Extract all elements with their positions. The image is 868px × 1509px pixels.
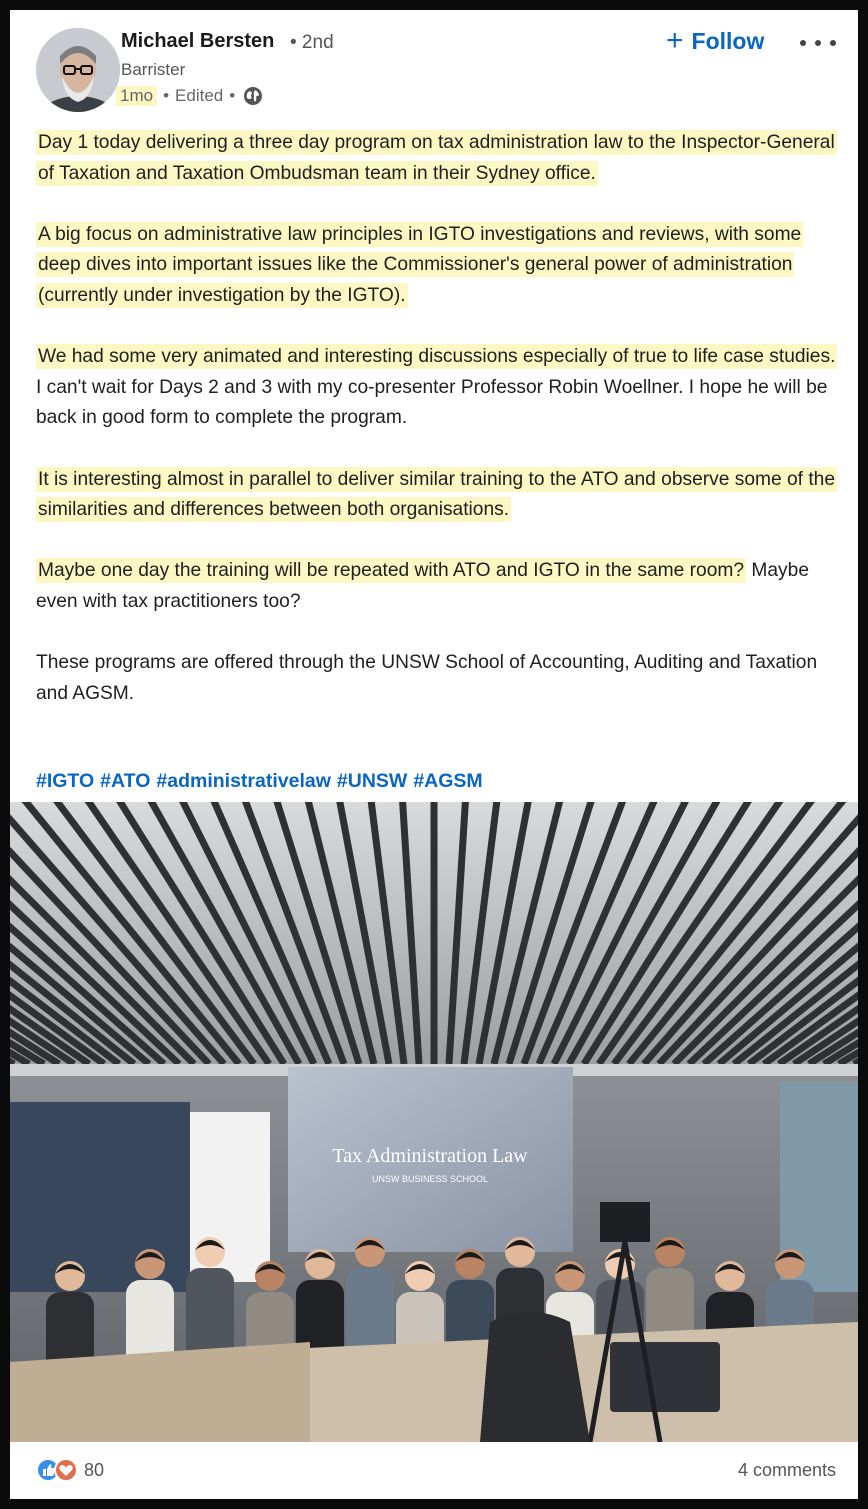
highlighted-text: A big focus on administrative law principles in IGTO investigations and reviews, with some deep dives into important issues like the Commissioner's general power of administration (currently under investigation by the IGTO). [38, 223, 802, 306]
post-time: 1mo [116, 86, 157, 106]
hashtag-link[interactable]: #IGTO [36, 770, 95, 792]
comments-link[interactable]: 4 comments [737, 1460, 836, 1480]
post-body [36, 128, 846, 709]
hashtag-list [36, 770, 483, 793]
post-paragraph [36, 556, 846, 617]
separator-dot: • [229, 86, 236, 105]
author-avatar[interactable] [36, 28, 120, 112]
hashtag-link[interactable]: #AGSM [413, 770, 483, 792]
paragraph-text: Maybe even with tax practitioners too? [36, 560, 809, 612]
post-paragraph [36, 342, 846, 434]
author-name[interactable]: Michael Bersten [121, 30, 275, 52]
love-icon [55, 1459, 77, 1481]
highlighted-text: It is interesting almost in parallel to deliver similar training to the ATO and observe some of the similarities and differences between both organisations. [38, 468, 836, 521]
paragraph-text: These programs are offered through the UNSW School of Accounting, Auditing and Taxation and AGSM. [36, 652, 818, 704]
reaction-count: 80 [84, 1459, 105, 1480]
follow-button[interactable] [666, 24, 764, 58]
slide-subtitle: UNSW BUSINESS SCHOOL [371, 1174, 489, 1184]
more-horizontal-icon [800, 40, 806, 46]
more-dot [815, 40, 821, 46]
post-image[interactable] [10, 802, 858, 1442]
reactions-summary[interactable] [36, 1456, 104, 1484]
hashtag-link[interactable]: #administrativelaw [156, 770, 331, 792]
post-paragraph [36, 648, 846, 709]
connection-degree: • 2nd [290, 32, 334, 53]
hashtag-link[interactable]: #ATO [100, 770, 151, 792]
plus-icon: + [666, 24, 684, 57]
separator-dot: • [163, 86, 170, 105]
follow-label: Follow [691, 27, 765, 54]
more-dot [830, 40, 836, 46]
more-options-button[interactable] [800, 28, 836, 58]
highlighted-text: Day 1 today delivering a three day program on tax administration law to the Inspector-General of Taxation and Taxation Ombudsman team in their Sydney office. [38, 132, 835, 184]
reaction-icons [36, 1457, 80, 1483]
post-meta [116, 83, 263, 109]
highlighted-text: Maybe one day the training will be repeated with ATO and IGTO in the same room? [38, 560, 745, 582]
author-headline: Barrister [121, 60, 186, 79]
slide-title: Tax Administration Law [332, 1145, 528, 1167]
post-paragraph [36, 220, 846, 312]
highlighted-text: We had some very animated and interesting discussions especially of true to life case studies. [38, 346, 836, 368]
paragraph-text: I can't wait for Days 2 and 3 with my co-presenter Professor Robin Woellner. I hope he will be back in good form to complete the program. [36, 376, 828, 429]
post-paragraph [36, 465, 846, 526]
post-paragraph [36, 128, 846, 189]
hashtag-link[interactable]: #UNSW [336, 770, 408, 792]
globe-icon [243, 86, 263, 106]
edited-label: Edited [175, 86, 224, 105]
